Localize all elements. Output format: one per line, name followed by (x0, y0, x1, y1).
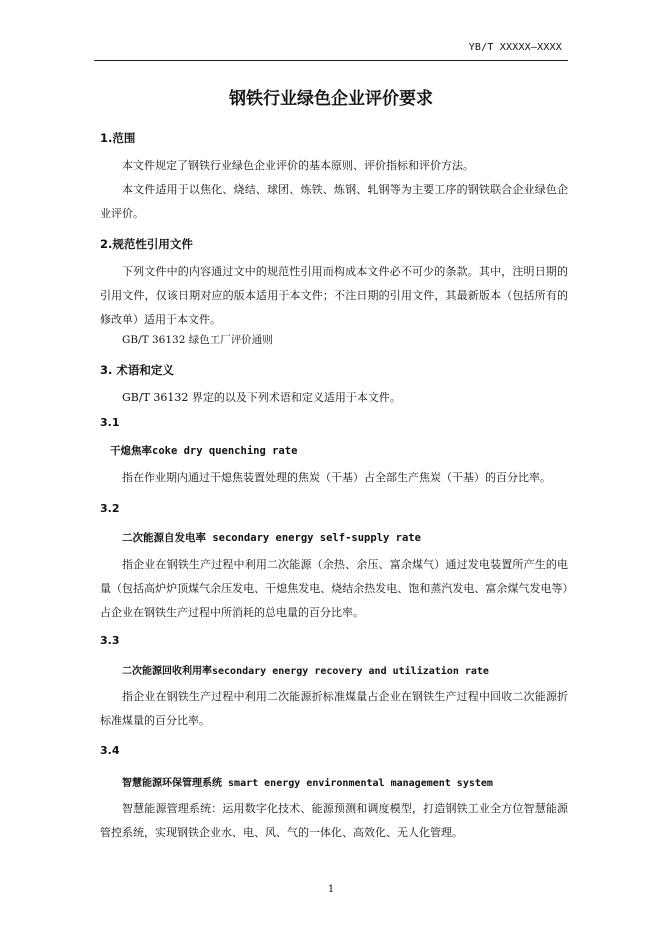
term-number: 3.1 (100, 416, 120, 429)
term-title (122, 530, 590, 545)
term-title (110, 443, 578, 458)
normative-reference: GB/T 36132 绿色工厂评价通则 (122, 334, 273, 346)
term-definition: 指企业在钢铁生产过程中利用二次能源（余热、余压、富余煤气）通过发电装置所产生的电量（包括高炉炉顶煤气余压发电、干熄焦发电、烧结余热发电、饱和蒸汽发电、富余煤气发电等）占企业在钢铁生产过程中所消耗的总电量的百分比率。 (100, 558, 568, 619)
term-name-zh: 智慧能源环保管理系统 (122, 778, 222, 789)
header-rule (94, 60, 568, 61)
term-name-zh: 干熄焦率 (110, 445, 152, 457)
section-3-intro: GB/T 36132 界定的以及下列术语和定义适用于本文件。 (122, 391, 401, 404)
term-name-en: smart energy environmental management system (228, 778, 493, 789)
term-definition: 指企业在钢铁生产过程中利用二次能源折标准煤量占企业在钢铁生产过程中回收二次能源折标准煤量的百分比率。 (100, 690, 568, 727)
section-2-paragraph-1: 下列文件中的内容通过文中的规范性引用而构成本文件必不可少的条款。其中，注明日期的引用文件，仅该日期对应的版本适用于本文件；不注日期的引用文件，其最新版本（包括所有的修改单）适用于本文件。 (100, 265, 568, 326)
term-title (122, 774, 590, 789)
term-name-en: secondary energy self-supply rate (212, 532, 421, 544)
term-number: 3.2 (100, 502, 120, 515)
term-name-zh: 二次能源回收利用率 (122, 666, 212, 677)
section-1-heading: 1.范围 (100, 131, 136, 145)
term-definition: 智慧能源管理系统：运用数字化技术、能源预测和调度模型，打造钢铁工业全方位智慧能源管控系统，实现钢铁企业水、电、风、气的一体化、高效化、无人化管理。 (100, 802, 568, 839)
term-name-en: coke dry quenching rate (152, 445, 298, 457)
section-1-paragraph-1: 本文件规定了钢铁行业绿色企业评价的基本原则、评价指标和评价方法。 (122, 159, 474, 172)
term-title (122, 662, 590, 677)
section-2-heading: 2.规范性引用文件 (100, 237, 193, 251)
term-definition: 指在作业期内通过干熄焦装置处理的焦炭（干基）占全部生产焦炭（干基）的百分比率。 (122, 471, 551, 484)
page-number: 1 (327, 884, 335, 895)
section-3-heading: 3. 术语和定义 (100, 363, 174, 377)
standard-code: YB/T XXXXX—XXXX (468, 42, 562, 53)
section-1-paragraph-2: 本文件适用于以焦化、烧结、球团、炼铁、炼钢、轧钢等为主要工序的钢铁联合企业绿色企业评价。 (100, 183, 568, 220)
term-name-en: secondary energy recovery and utilization rate (212, 666, 489, 677)
term-name-zh: 二次能源自发电率 (122, 532, 206, 544)
document-title: 钢铁行业绿色企业评价要求 (229, 89, 433, 109)
term-number: 3.4 (100, 744, 120, 757)
term-number: 3.3 (100, 634, 120, 647)
